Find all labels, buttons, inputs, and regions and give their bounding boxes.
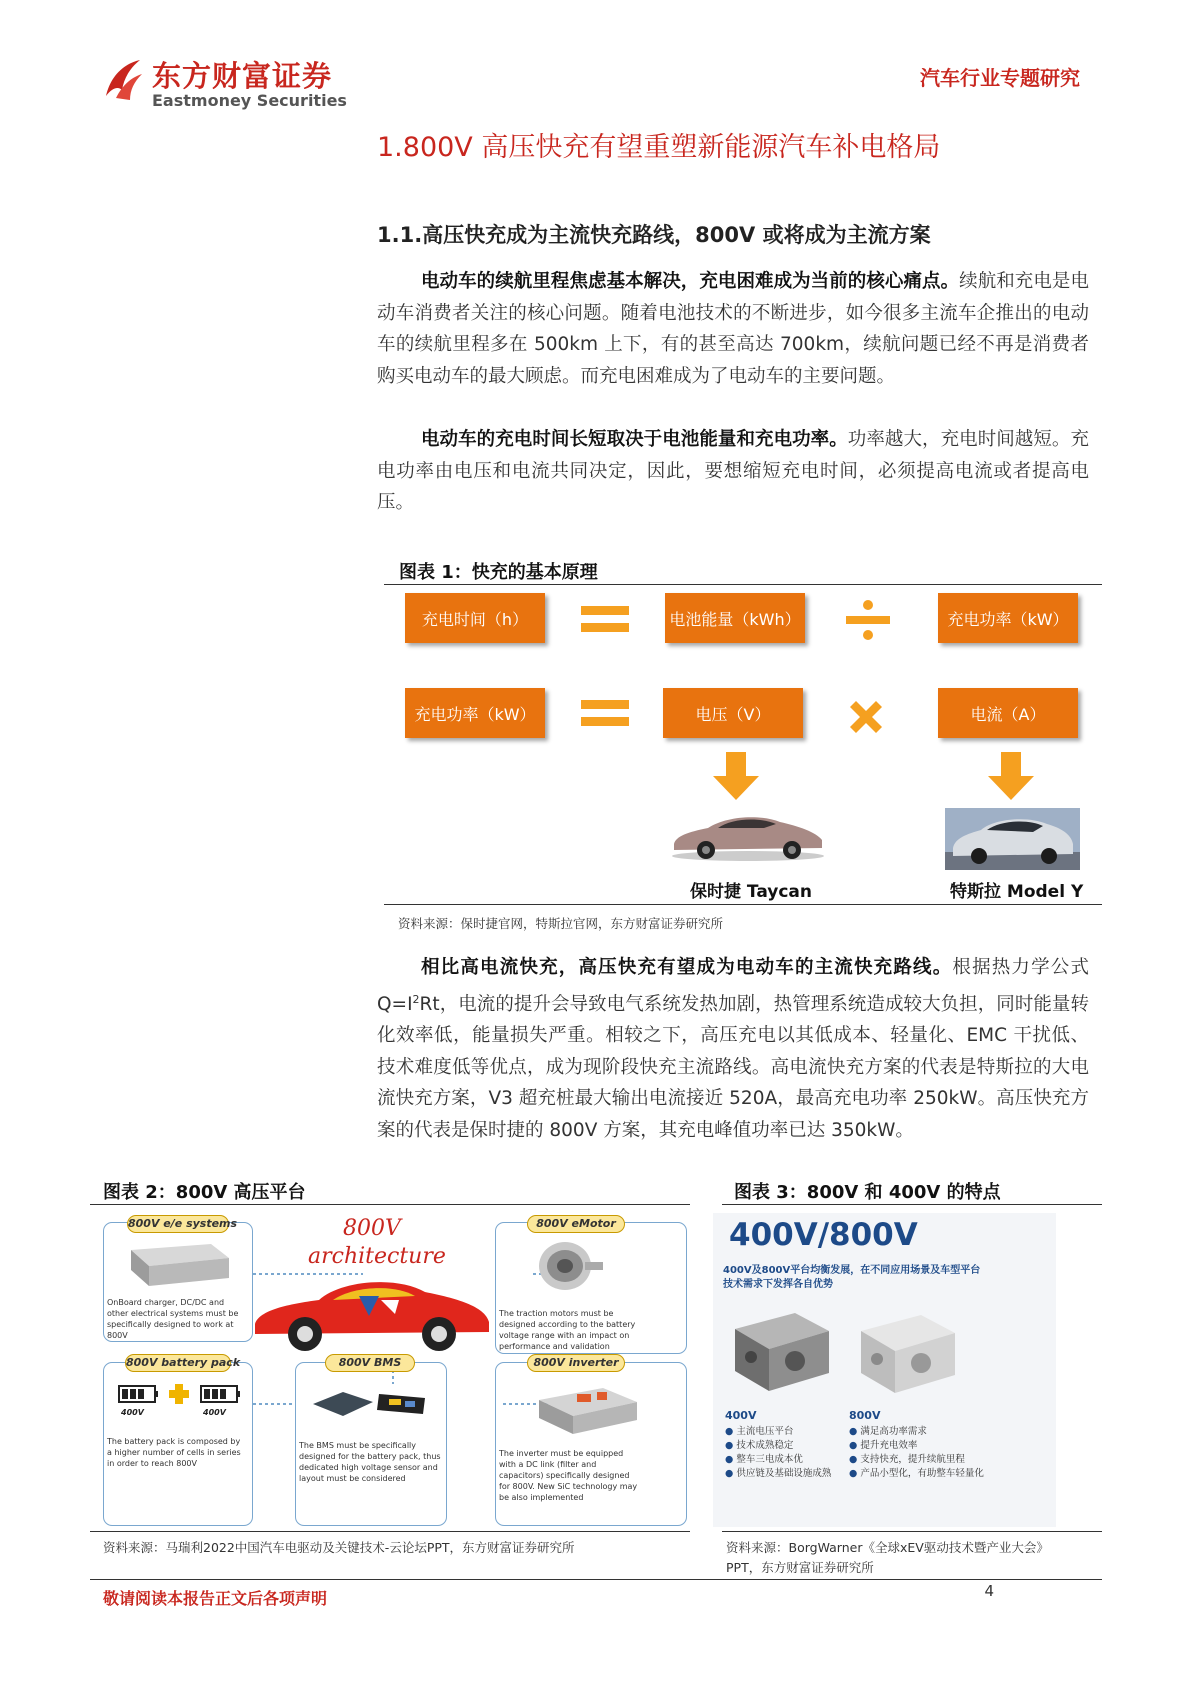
paragraph-2-lead: 电动车的充电时间长短取决于电池能量和充电功率。: [421, 429, 848, 450]
logo-icon: [100, 56, 146, 102]
figure-1-source: 资料来源：保时捷官网，特斯拉官网，东方财富证券研究所: [398, 916, 724, 931]
box-current: 电流（A）: [938, 688, 1078, 738]
figure-2-bottom-rule: [90, 1531, 690, 1532]
bms-board-image: [307, 1384, 435, 1422]
equals-icon: [581, 698, 629, 728]
figure-3-source-2: PPT，东方财富证券研究所: [726, 1560, 874, 1575]
list-item: ● 提升充电效率: [849, 1440, 918, 1451]
paragraph-3-lead: 相比高电流快充，高压快充有望成为电动车的主流快充路线。: [421, 957, 953, 978]
figure-1-title: 图表 1：快充的基本原理: [399, 562, 598, 583]
equals-icon: [581, 604, 629, 634]
figure-2-heading: 800V: [343, 1216, 401, 1241]
car-label-model-y: 特斯拉 Model Y: [950, 882, 1084, 902]
module-inverter-text: The inverter must be equipped with a DC link (filter and capacitors) specifically designed for 800V. New SiC technology may be also implemented: [499, 1449, 638, 1502]
divide-icon: [846, 599, 890, 641]
figure-1-top-rule: [384, 584, 1102, 585]
list-item: ● 支持快充，提升续航里程: [849, 1454, 965, 1465]
figure-2-source: 资料来源：马瑞利2022中国汽车电驱动及关键技术-云论坛PPT，东方财富证券研究所: [103, 1540, 575, 1555]
figure-3-400v-800v: [713, 1213, 1056, 1527]
figure-3-source-1: 资料来源：BorgWarner《全球xEV驱动技术暨产业大会》: [726, 1540, 1049, 1555]
list-item: ● 技术成熟稳定: [725, 1440, 794, 1451]
red-car-illustration: [249, 1270, 495, 1360]
col-400v-label: 400V: [725, 1409, 757, 1422]
figure-2-title: 图表 2：800V 高压平台: [103, 1182, 306, 1203]
box-battery-energy: 电池能量（kWh）: [665, 593, 805, 643]
battery-cell-b-label: 400V: [203, 1408, 226, 1417]
superscript-2: 2: [412, 992, 420, 1006]
list-item: ● 整车三电成本优: [725, 1454, 803, 1465]
figure-2-top-rule: [90, 1204, 690, 1205]
400v-unit-image: [725, 1299, 835, 1399]
subsection-heading: 1.1.高压快充成为主流快充路线，800V 或将成为主流方案: [377, 223, 931, 247]
list-item: ● 主流电压平台: [725, 1426, 794, 1437]
module-bms-label: 800V BMS: [325, 1354, 415, 1372]
figure-2-800v-platform: [103, 1214, 685, 1527]
company-name-en: Eastmoney Securities: [152, 91, 347, 110]
module-inverter-label: 800V inverter: [527, 1354, 625, 1372]
figure-3-top-rule: [722, 1204, 1102, 1205]
col-400v-list: [725, 1425, 831, 1481]
list-item: ● 供应链及基础设施成熟: [725, 1468, 832, 1479]
figure-2-subheading: architecture: [308, 1244, 446, 1269]
col-800v-label: 800V: [849, 1409, 881, 1422]
figure-3-subtitle-1: 400V及800V平台均衡发展，在不同应用场景及车型平台: [723, 1265, 981, 1276]
box-charging-power: 充电功率（kW）: [938, 593, 1078, 643]
list-item: ● 满足高功率需求: [849, 1426, 927, 1437]
paragraph-2: [377, 424, 1089, 519]
paragraph-1-body: 续航和充电是电动车消费者关注的核心问题。随着电池技术的不断进步，如今很多主流车企推出的电动车的续航里程多在 500km 上下，有的甚至高达 700km，续航问题已经不再是消费者购买电动车的最大顾虑。而充电困难成为了电动车的主要问题。: [377, 271, 1089, 387]
page-number: 4: [984, 1582, 994, 1600]
arrow-down-icon: [711, 752, 761, 802]
paragraph-3-body-a: 根据热力学公式 Q=I: [377, 957, 1089, 1015]
footer-rule: [90, 1579, 1102, 1580]
paragraph-2-body: 功率越大，充电时间越短。充电功率由电压和电流共同决定，因此，要想缩短充电时间，必须提高电流或者提高电压。: [377, 429, 1089, 513]
footer-disclaimer: 敬请阅读本报告正文后各项声明: [103, 1589, 328, 1608]
emotor-image: [535, 1236, 605, 1294]
figure-1-bottom-rule: [384, 904, 1102, 905]
inverter-image: [533, 1380, 641, 1438]
module-emotor-text: The traction motors must be designed according to the battery voltage range with an impact on performance and validation: [499, 1309, 636, 1351]
module-ee-label: 800V e/e systems: [127, 1215, 229, 1233]
car-label-taycan: 保时捷 Taycan: [690, 882, 813, 902]
module-battery-text: The battery pack is composed by a higher number of cells in series in order to reach 800V: [107, 1437, 241, 1468]
section-heading: 1.800V 高压快充有望重塑新能源汽车补电格局: [377, 132, 941, 163]
battery-cell-a-label: 400V: [121, 1408, 144, 1417]
paragraph-1: [377, 266, 1089, 392]
col-800v-list: [849, 1425, 984, 1481]
battery-cells-icon: [117, 1382, 241, 1408]
box-charging-time: 充电时间（h）: [405, 593, 545, 643]
list-item: ● 产品小型化，有助整车轻量化: [849, 1468, 984, 1479]
arrow-down-icon: [986, 752, 1036, 802]
module-battery-label: 800V battery pack: [125, 1354, 231, 1372]
ee-system-unit-image: [121, 1240, 233, 1288]
module-ee-text: OnBoard charger, DC/DC and other electrical systems must be specifically designed to work at 800V: [107, 1298, 239, 1340]
module-bms-text: The BMS must be specifically designed for the battery pack, thus dedicated high voltage sensor and layout must be considered: [299, 1441, 441, 1483]
paragraph-1-lead: 电动车的续航里程焦虑基本解决，充电困难成为当前的核心痛点。: [421, 271, 960, 292]
figure-3-title: 图表 3：800V 和 400V 的特点: [734, 1182, 1001, 1203]
box-voltage: 电压（V）: [663, 688, 803, 738]
report-type: 汽车行业专题研究: [920, 66, 1080, 90]
box-charging-power-2: 充电功率（kW）: [405, 688, 545, 738]
multiply-icon: [846, 697, 886, 737]
figure-3-subtitle-2: 技术需求下发挥各自优势: [723, 1279, 833, 1290]
tesla-model-y-image: [945, 808, 1080, 870]
module-emotor-label: 800V eMotor: [527, 1215, 625, 1233]
paragraph-3: [377, 952, 1089, 1146]
figure-3-bottom-rule: [722, 1531, 1102, 1532]
porsche-taycan-image: [668, 804, 826, 864]
figure-3-heading: 400V/800V: [729, 1217, 918, 1253]
paragraph-3-body-b: Rt，电流的提升会导致电气系统发热加剧，热管理系统造成较大负担，同时能量转化效率低，能量损失严重。相较之下，高压充电以其低成本、轻量化、EMC 干扰低、技术难度低等优点，成为现阶段快充主流路线。高电流快充方案的代表是特斯拉的大电流快充方案，V3 超充桩最大输出电流接近 520A，最高充电功率 250kW。高压快充方案的代表是保时捷的 800V 方案，其充电峰值功率已达 350kW。: [377, 993, 1089, 1141]
800v-unit-image: [851, 1301, 963, 1401]
company-name-cn: 东方财富证券: [152, 59, 333, 93]
